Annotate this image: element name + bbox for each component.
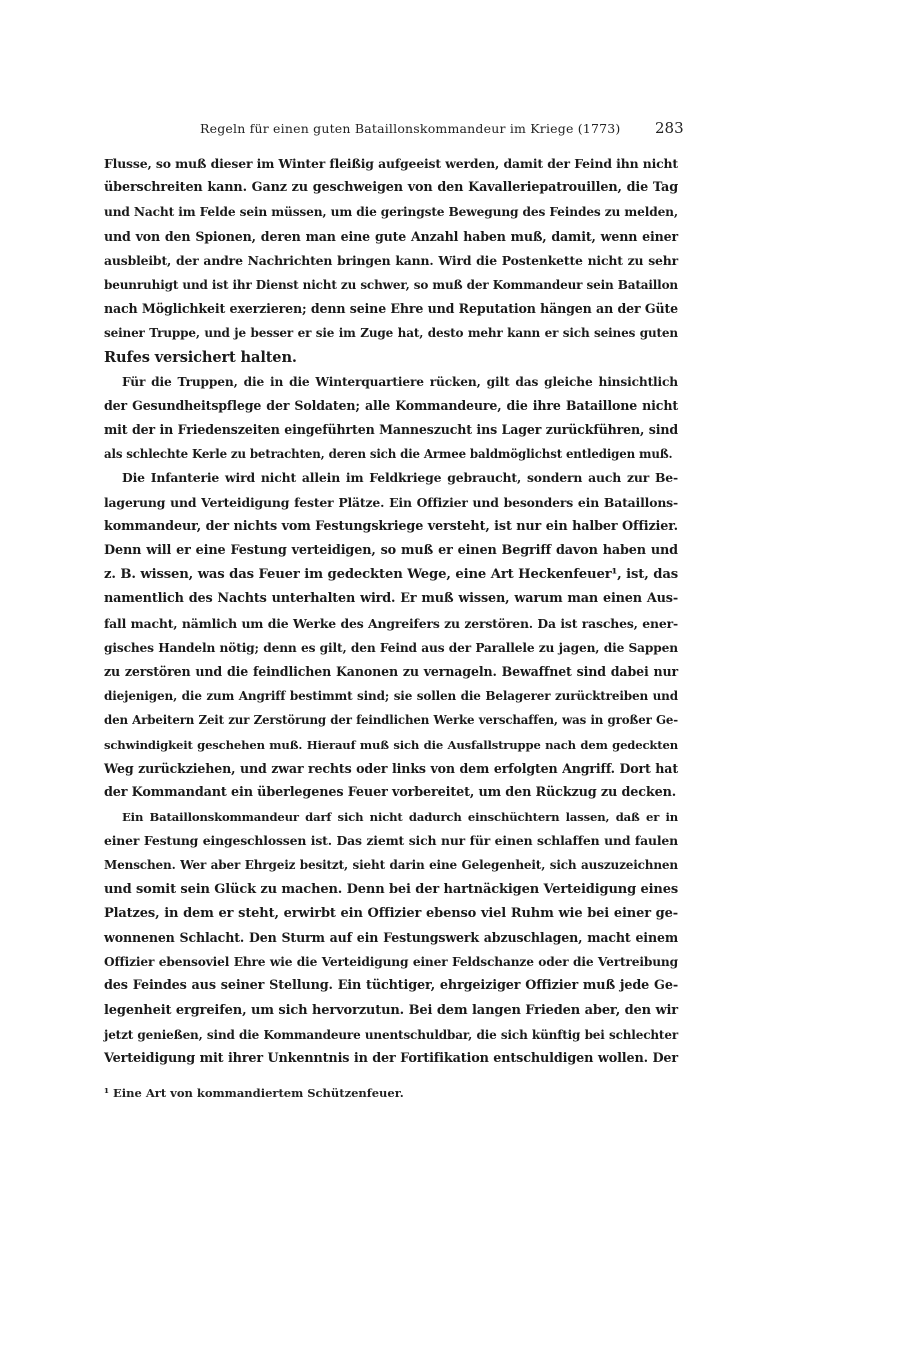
text-line: beunruhigt und ist ihr Dienst nicht zu schwer, so muß der Kommandeur sein Bataillon xyxy=(104,277,678,292)
text-line: Ein Bataillonskommandeur darf sich nicht dadurch einschüchtern lassen, daß er in xyxy=(122,810,678,825)
text-line: der Kommandant ein überlegenes Feuer vorbereitet, um den Rückzug zu decken. xyxy=(104,784,677,800)
text-line: gisches Handeln nötig; denn es gilt, den Feind aus der Parallele zu jagen, die Sappen xyxy=(104,640,678,655)
text-line: des Feindes aus seiner Stellung. Ein tüchtiger, ehrgeiziger Offizier muß jede Ge- xyxy=(104,978,678,994)
text-line: lagerung und Verteidigung fester Plätze. Ein Offizier und besonders ein Bataillons- xyxy=(104,494,678,510)
text-line: den Arbeitern Zeit zur Zerstörung der feindlichen Werke verschaffen, was in großer Ge- xyxy=(104,713,678,728)
text-line: Platzes, in dem er steht, erwirbt ein Offizier ebenso viel Ruhm wie bei einer ge- xyxy=(104,905,678,921)
text-line: der Gesundheitspflege der Soldaten; alle Kommandeure, die ihre Bataillone nicht xyxy=(104,397,678,413)
text-line: z. B. wissen, was das Feuer im gedeckten Wege, eine Art Heckenfeuer¹, ist, das xyxy=(104,567,678,583)
running-head: Regeln für einen guten Bataillonskommandeur im Kriege (1773) xyxy=(200,121,621,136)
page-number: 283 xyxy=(655,119,684,137)
text-line: namentlich des Nachts unterhalten wird. Er muß wissen, warum man einen Aus- xyxy=(104,591,678,607)
text-line: schwindigkeit geschehen muß. Hierauf muß sich die Ausfallstruppe nach dem gedeckten xyxy=(104,737,678,752)
text-line: überschreiten kann. Ganz zu geschweigen von den Kavalleriepatrouillen, die Tag xyxy=(104,180,678,196)
text-line: und somit sein Glück zu machen. Denn bei der hartnäckigen Verteidigung eines xyxy=(104,881,678,897)
text-line: Rufes versichert halten. xyxy=(104,348,297,366)
text-line: Menschen. Wer aber Ehrgeiz besitzt, sieht darin eine Gelegenheit, sich auszuzeichnen xyxy=(104,858,678,873)
text-line: Weg zurückziehen, und zwar rechts oder links von dem erfolgten Angriff. Dort hat xyxy=(104,760,678,776)
text-line: seiner Truppe, und je besser er sie im Zuge hat, desto mehr kann er sich seines guten xyxy=(104,326,678,341)
text-line: nach Möglichkeit exerzieren; denn seine Ehre und Reputation hängen an der Güte xyxy=(104,301,678,317)
text-line: einer Festung eingeschlossen ist. Das ziemt sich nur für einen schlaffen und faulen xyxy=(104,833,678,849)
text-line: fall macht, nämlich um die Werke des Angreifers zu zerstören. Da ist rasches, ener- xyxy=(104,615,678,631)
text-line: und von den Spionen, deren man eine gute Anzahl haben muß, damit, wenn einer xyxy=(104,228,678,244)
text-line: wonnenen Schlacht. Den Sturm auf ein Festungswerk abzuschlagen, macht einem xyxy=(104,930,678,945)
footnote: ¹ Eine Art von kommandiertem Schützenfeuer. xyxy=(104,1086,404,1100)
text-line: legenheit ergreifen, um sich hervorzutun. Bei dem langen Frieden aber, den wir xyxy=(104,1002,678,1018)
text-line: als schlechte Kerle zu betrachten, deren sich die Armee baldmöglichst entledigen muß. xyxy=(104,447,673,462)
text-line: Verteidigung mit ihrer Unkenntnis in der Fortifikation entschuldigen wollen. Der xyxy=(104,1050,678,1066)
text-line: zu zerstören und die feindlichen Kanonen zu vernageln. Bewaffnet sind dabei nur xyxy=(104,663,678,679)
text-line: Flusse, so muß dieser im Winter fleißig aufgeeist werden, damit der Feind ihn nicht xyxy=(104,156,678,171)
text-line: Für die Truppen, die in die Winterquartiere rücken, gilt das gleiche hinsichtlich xyxy=(122,374,678,389)
text-line: kommandeur, der nichts vom Festungskriege versteht, ist nur ein halber Offizier. xyxy=(104,518,678,534)
text-line: jetzt genießen, sind die Kommandeure unentschuldbar, die sich künftig bei schlechter xyxy=(104,1027,678,1042)
text-line: mit der in Friedenszeiten eingeführten Manneszucht ins Lager zurückführen, sind xyxy=(104,422,678,438)
text-line: Offizier ebensoviel Ehre wie die Verteidigung einer Feldschanze oder die Vertreibung xyxy=(104,955,678,970)
text-line: und Nacht im Felde sein müssen, um die geringste Bewegung des Feindes zu melden, xyxy=(104,205,678,220)
text-line: Die Infanterie wird nicht allein im Feldkriege gebraucht, sondern auch zur Be- xyxy=(122,470,678,486)
text-line: ausbleibt, der andre Nachrichten bringen kann. Wird die Postenkette nicht zu sehr xyxy=(104,252,678,268)
text-line: Denn will er eine Festung verteidigen, so muß er einen Begriff davon haben und xyxy=(104,543,678,558)
body-text xyxy=(104,152,678,1071)
text-line: diejenigen, die zum Angriff bestimmt sind; sie sollen die Belagerer zurücktreiben und xyxy=(104,689,678,704)
